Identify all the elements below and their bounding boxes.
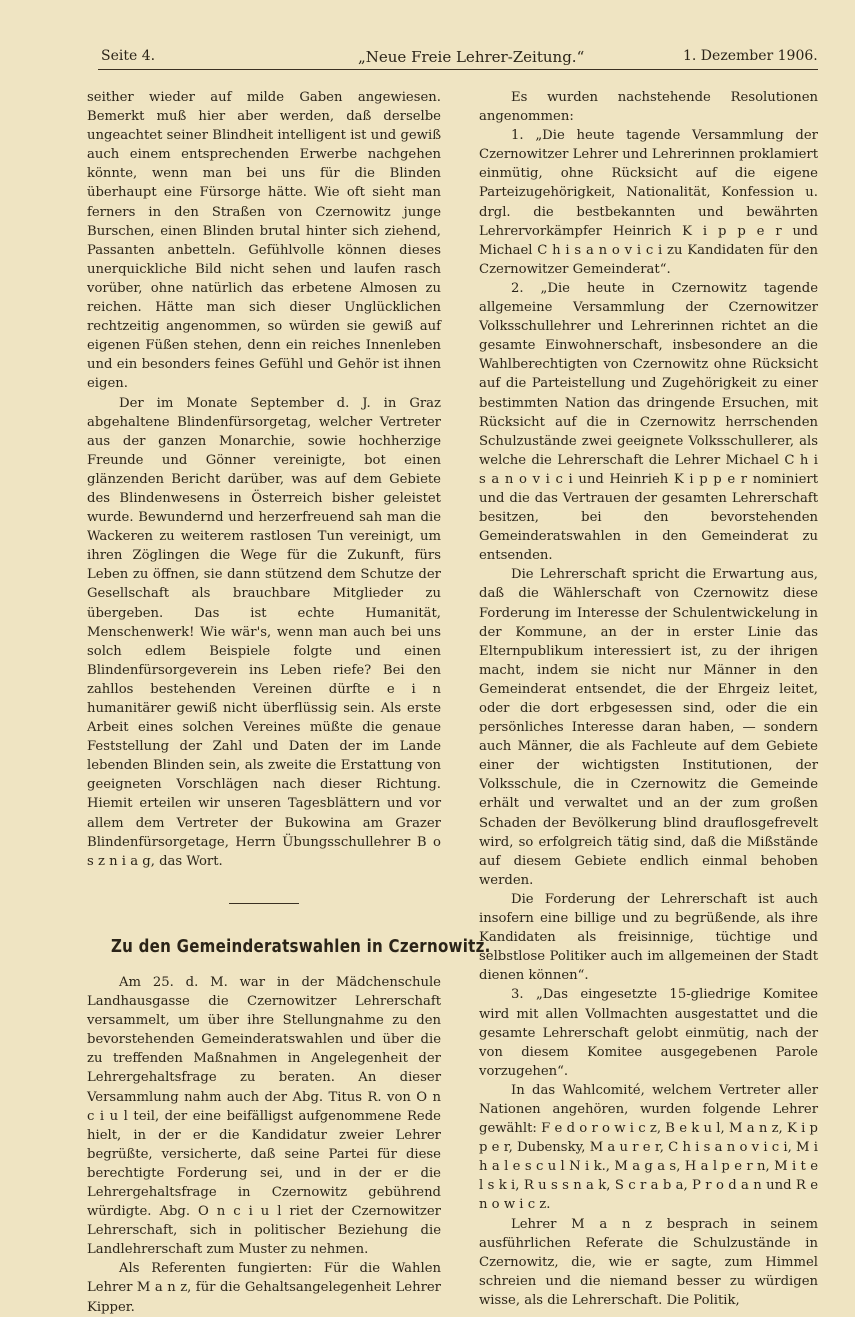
issue-date: 1. Dezember 1906.	[683, 48, 818, 64]
article-paragraph: Am 25. d. M. war in der Mädchenschule Landhausgasse die Czernowitzer Lehrerschaft versammelt, um über ihre Stellungnahme zu den bevorstehenden Gemeinderatswahlen und über die zu treffenden Maßnahmen in Angelegenheit der Lehrergehaltsfrage zu beraten. An dieser Versammlung nahm auch der Abg. Titus R. von O n c i u l teil, der eine beifälligst aufgenommene Rede hielt, in der er die Kandidatur zweier Lehrer begrüßte, versicherte, daß seine Partei für diese berechtigte Forderung sei, und in der er die Lehrergehaltsfrage in Czernowitz gebührend würdigte. Abg. O n c i u l riet der Czernowitzer Lehrerschaft, sich in politischer Beziehung die Landlehrerschaft zum Muster zu nehmen.	[87, 974, 441, 1258]
resolution-3: 3. „Das eingesetzte 15-gliedrige Komitee wird mit allen Vollmachten ausgestattet und die gesamte Lehrerschaft gelobt einmütig, nach der von diesem Komitee ausgegebenen Parole vorzugehen“.	[479, 987, 818, 1079]
page-number: Seite 4.	[101, 48, 156, 64]
committee-list: In das Wahlcomité, welchem Vertreter aller Nationen angehören, wurden folgende Lehrer gewählt: F e d o r o w i c z, B e k u l, M a n z, K i p p e r, Dubensky, M a u r e r, C h i s a n o v i c i, M i h a l e s c u l N i k., M a g a s, H a l p e r n, M i t e l s k i, R u s s n a k, S c r a b a, P r o d a n und R e n o w i c z.	[479, 1082, 818, 1213]
left-column	[87, 88, 491, 1317]
newspaper-title: „Neue Freie Lehrer-Zeitung.“	[358, 48, 585, 66]
article-paragraph: Der im Monate September d. J. in Graz abgehaltene Blindenfürsorgetag, welcher Vertreter aus der ganzen Monarchie, sowie hochherzige Freunde und Gönner vereinigte, bot einen glänzenden Bericht darüber, was auf dem Gebiete des Blindenwesens in Österreich bisher geleistet wurde. Bewundernd und herzerfreuend sah man die Wackeren zu weiterem rastlosen Tun vereinigt, um ihren Zöglingen die Wege für die Zukunft, fürs Leben zu öffnen, sie dann stützend dem Schutze der Gesellschaft als brauchbare Mitglieder zu übergeben. Das ist echte Humanität, Menschenwerk! Wie wär's, wenn man auch bei uns solch edlem Beispiele folgte und einen Blindenfürsorgeverein ins Leben riefe? Bei den zahllos bestehenden Vereinen dürfte e i n humanitärer gewiß nicht überflüssig sein. Als erste Arbeit eines solchen Vereines müßte die genaue Feststellung der Zahl und Daten der im Lande lebenden Blinden sein, als zweite die Erstattung von geeigneten Vorschlägen nach dieser Richtung. Hiemit erteilen wir unseren Tagesblättern und vor allem dem Vertreter der Bukowina am Grazer Blindenfürsorgetage, Herrn Übungsschullehrer B o s z n i a g, das Wort.	[87, 395, 441, 869]
article-headline: Zu den Gemeinderatswahlen in Czernowitz.	[111, 936, 491, 957]
article-paragraph: seither wieder auf milde Gaben angewiesen. Bemerkt muß hier aber werden, daß derselbe ungeachtet seiner Blindheit intelligent ist und gewiß auch einem entsprechenden Erwerbe nachgehen könnte, wenn man bei uns für die Blinden überhaupt eine Fürsorge hätte. Wie oft sieht man ferners in den Straßen von Czernowitz junge Burschen, einen Blinden brutal hinter sich ziehend, Passanten anbetteln. Gefühlvolle können dieses unerquickliche Bild nicht sehen und laufen rasch vorüber, ohne natürlich das erbetene Almosen zu reichen. Hätte man sich dieser Unglücklichen rechtzeitig angenommen, so würden sie gewiß auf eigenen Füßen stehen, denn ein reiches Innenleben und ein besonders feines Gefühl und Gehör ist ihnen eigen.	[87, 90, 441, 392]
section-divider	[229, 903, 299, 904]
article-paragraph: Die Lehrerschaft spricht die Erwartung aus, daß die Wählerschaft von Czernowitz diese Forderung im Interesse der Schulentwickelung in der Kommune, an der in erster Linie das Elternpublikum interessiert ist, zu der ihrigen macht, indem sie nicht nur Männer in den Gemeinderat entsendet, die der Ehrgeiz leitet, oder die dort erbgesessen sind, oder die ein persönliches Interesse daran haben, — sondern auch Männer, die als Fachleute auf dem Gebiete einer der wichtigsten Institutionen, der Volksschule, die in Czernowitz die Gemeinde erhält und verwaltet und an der zum großen Schaden der Bevölkerung blind drauflosgefrevelt wird, so erfolgreich tätig sind, daß die Mißstände auf diesem Gebiete endlich einmal behoben werden.	[479, 567, 818, 888]
resolution-1: 1. „Die heute tagende Versammlung der Czernowitzer Lehrer und Lehrerinnen proklamiert einmütig, ohne Rücksicht auf die eigene Parteizugehörigkeit, Nationalität, Konfession u. drgl. die bestbekannten und bewährten Lehrervorkämpfer Heinrich K i p p e r und Michael C h i s a n o v i c i zu Kandidaten für den Czernowitzer Gemeinderat“.	[479, 128, 818, 277]
page-header	[0, 0, 855, 72]
article-paragraph: Die Forderung der Lehrerschaft ist auch insofern eine billige und zu begrüßende, als ihre Kandidaten als freisinnige, tüchtige und selbstlose Politiker auch im allgemeinen der Stadt dienen können“.	[479, 891, 818, 984]
header-rule	[98, 69, 818, 70]
resolution-2: 2. „Die heute in Czernowitz tagende allgemeine Versammlung der Czernowitzer Volksschullehrer und Lehrerinnen richtet an die gesamte Einwohnerschaft, insbesondere an die Wahlberechtigten von Czernowitz ohne Rücksicht auf die Parteistellung und Zugehörigkeit zu einer bestimmten Nation das dringende Ersuchen, mit Rücksicht auf die in Czernowitz herrschenden Schulzustände zwei geeignete Volksschullerer, als welche die Lehrerschaft die Lehrer Michael C h i s a n o v i c i und Heinrieh K i p p e r nominiert und die das Vertrauen der gesamten Lehrerschaft besitzen, bei den bevorstehenden Gemeinderatswahlen in den Gemeinderat zu entsenden.	[479, 280, 818, 564]
article-paragraph: Lehrer M a n z besprach in seinem ausführlichen Referate die Schulzustände in Czernowitz, die, wie er sagte, zum Himmel schreien und die niemand besser zu würdigen wisse, als die Lehrerschaft. Die Politik,	[479, 1216, 818, 1308]
right-column	[479, 88, 818, 1310]
article-paragraph: Als Referenten fungierten: Für die Wahlen Lehrer M a n z, für die Gehaltsangelegenheit Lehrer Kipper.	[87, 1261, 441, 1315]
article-paragraph: Es wurden nachstehende Resolutionen angenommen:	[479, 90, 818, 125]
